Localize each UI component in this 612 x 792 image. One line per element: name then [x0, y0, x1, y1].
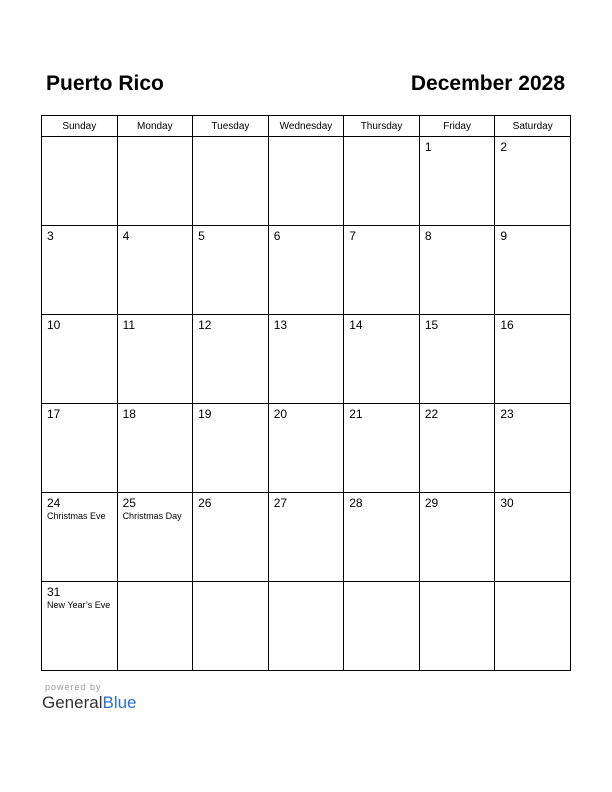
holiday-label: Christmas Day	[122, 511, 182, 521]
day-cell	[495, 582, 571, 671]
brand-general-text: General	[42, 693, 103, 712]
day-cell	[268, 137, 344, 226]
day-cell	[268, 226, 344, 315]
weekday-header: Friday	[419, 116, 495, 137]
day-cell	[42, 493, 118, 582]
day-number: 6	[273, 229, 281, 243]
day-number: 12	[198, 318, 212, 332]
day-cell	[344, 404, 420, 493]
day-number: 30	[500, 496, 514, 510]
day-number: 14	[349, 318, 363, 332]
day-cell	[495, 226, 571, 315]
day-number: 8	[424, 229, 432, 243]
day-cell	[268, 404, 344, 493]
day-cell	[419, 137, 495, 226]
day-cell	[117, 582, 193, 671]
day-cell	[42, 582, 118, 671]
day-cell	[42, 315, 118, 404]
weekday-header: Tuesday	[193, 116, 269, 137]
weekday-header-row	[42, 116, 571, 137]
day-number: 21	[349, 407, 363, 421]
day-number: 19	[198, 407, 212, 421]
day-cell	[42, 137, 118, 226]
day-cell	[419, 493, 495, 582]
weekday-header: Sunday	[42, 116, 118, 137]
weekday-header: Saturday	[495, 116, 571, 137]
generalblue-logo[interactable]	[42, 693, 137, 713]
day-cell	[419, 226, 495, 315]
calendar-week-row	[42, 493, 571, 582]
day-cell	[344, 137, 420, 226]
calendar-grid	[41, 115, 571, 671]
day-cell	[495, 315, 571, 404]
day-number: 22	[424, 407, 439, 421]
day-number: 10	[47, 318, 61, 332]
day-cell	[344, 226, 420, 315]
day-cell	[193, 582, 269, 671]
day-number: 5	[198, 229, 205, 243]
day-cell	[117, 226, 193, 315]
weekday-header: Monday	[117, 116, 193, 137]
calendar-week-row	[42, 315, 571, 404]
calendar-week-row	[42, 226, 571, 315]
day-number: 13	[273, 318, 288, 332]
day-cell	[42, 404, 118, 493]
calendar-week-row	[42, 582, 571, 671]
day-number: 26	[198, 496, 212, 510]
weekday-header: Thursday	[344, 116, 420, 137]
day-cell	[419, 582, 495, 671]
day-number: 4	[122, 229, 130, 243]
day-cell	[193, 493, 269, 582]
powered-by-text: powered by	[45, 682, 102, 692]
day-cell	[193, 226, 269, 315]
day-number: 3	[47, 229, 54, 243]
day-number: 18	[122, 407, 136, 421]
day-number: 2	[500, 140, 508, 154]
day-number: 11	[122, 318, 136, 332]
day-number: 31	[47, 585, 61, 599]
calendar-week-row	[42, 137, 571, 226]
day-cell	[495, 493, 571, 582]
holiday-label: Christmas Eve	[47, 511, 106, 521]
day-cell	[268, 582, 344, 671]
brand-blue-text: Blue	[102, 693, 137, 712]
day-cell	[495, 137, 571, 226]
calendar-week-row	[42, 404, 571, 493]
day-cell	[419, 404, 495, 493]
day-cell	[344, 315, 420, 404]
day-number: 27	[273, 496, 288, 510]
day-number: 24	[47, 496, 61, 510]
day-number: 23	[500, 407, 514, 421]
day-cell	[117, 137, 193, 226]
day-cell	[193, 137, 269, 226]
day-number: 7	[349, 229, 356, 243]
day-number: 9	[500, 229, 508, 243]
day-cell	[117, 315, 193, 404]
day-cell	[42, 226, 118, 315]
day-cell	[268, 493, 344, 582]
day-number: 16	[500, 318, 514, 332]
day-cell	[117, 404, 193, 493]
day-number: 17	[47, 407, 61, 421]
day-cell	[344, 582, 420, 671]
holiday-label: New Year’s Eve	[47, 600, 111, 610]
day-number: 20	[273, 407, 288, 421]
day-cell	[495, 404, 571, 493]
month-year-title: December 2028	[410, 72, 565, 95]
day-number: 25	[122, 496, 136, 510]
day-cell	[344, 493, 420, 582]
day-cell	[117, 493, 193, 582]
day-cell	[193, 315, 269, 404]
day-cell	[268, 315, 344, 404]
day-number: 1	[424, 140, 432, 154]
day-cell	[193, 404, 269, 493]
country-title: Puerto Rico	[46, 72, 164, 95]
day-number: 28	[349, 496, 363, 510]
day-cell	[419, 315, 495, 404]
weekday-header: Wednesday	[268, 116, 344, 137]
day-number: 29	[424, 496, 439, 510]
day-number: 15	[424, 318, 439, 332]
